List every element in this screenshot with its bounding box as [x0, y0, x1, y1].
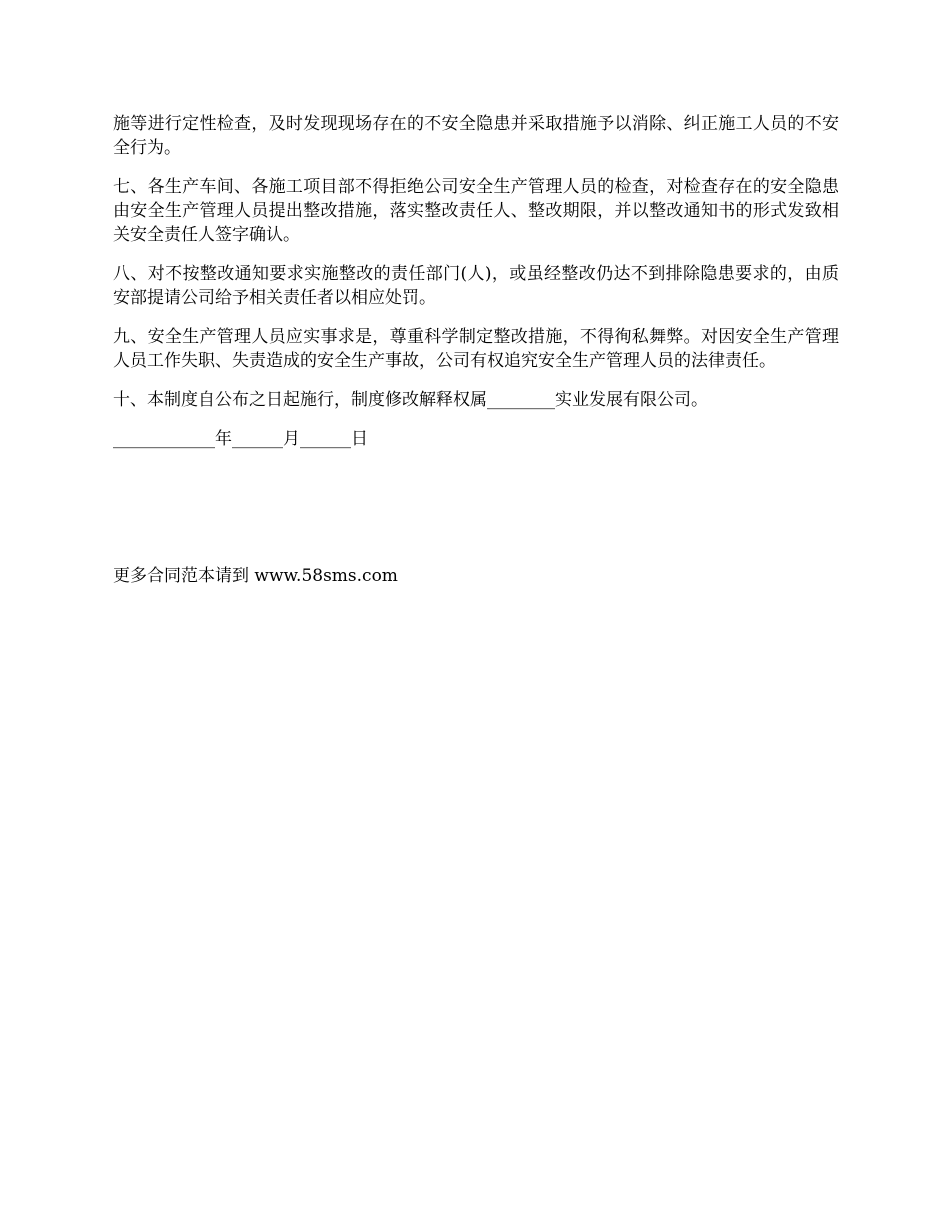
paragraph-continuation: 施等进行定性检查，及时发现现场存在的不安全隐患并采取措施予以消除、纠正施工人员的不安全行为。 [113, 114, 839, 158]
footer-website-text: 更多合同范本请到 www.58sms.com [113, 566, 398, 586]
paragraph-clause-8: 八、对不按整改通知要求实施整改的责任部门(人)，或虽经整改仍达不到排除隐患要求的，由质安部提请公司给予相关责任者以相应处罚。 [113, 264, 839, 308]
paragraph-clause-9: 九、安全生产管理人员应实事求是，尊重科学制定整改措施，不得徇私舞弊。对因安全生产管理人员工作失职、失责造成的安全生产事故，公司有权追究安全生产管理人员的法律责任。 [113, 327, 839, 371]
paragraph-clause-7: 七、各生产车间、各施工项目部不得拒绝公司安全生产管理人员的检查，对检查存在的安全隐患由安全生产管理人员提出整改措施，落实整改责任人、整改期限，并以整改通知书的形式发致相关安全责任人签字确认。 [113, 177, 839, 245]
document-body [113, 112, 839, 466]
paragraph-clause-10: 十、本制度自公布之日起施行，制度修改解释权属________实业发展有限公司。 [113, 390, 708, 410]
date-line: ____________年______月______日 [113, 429, 368, 449]
